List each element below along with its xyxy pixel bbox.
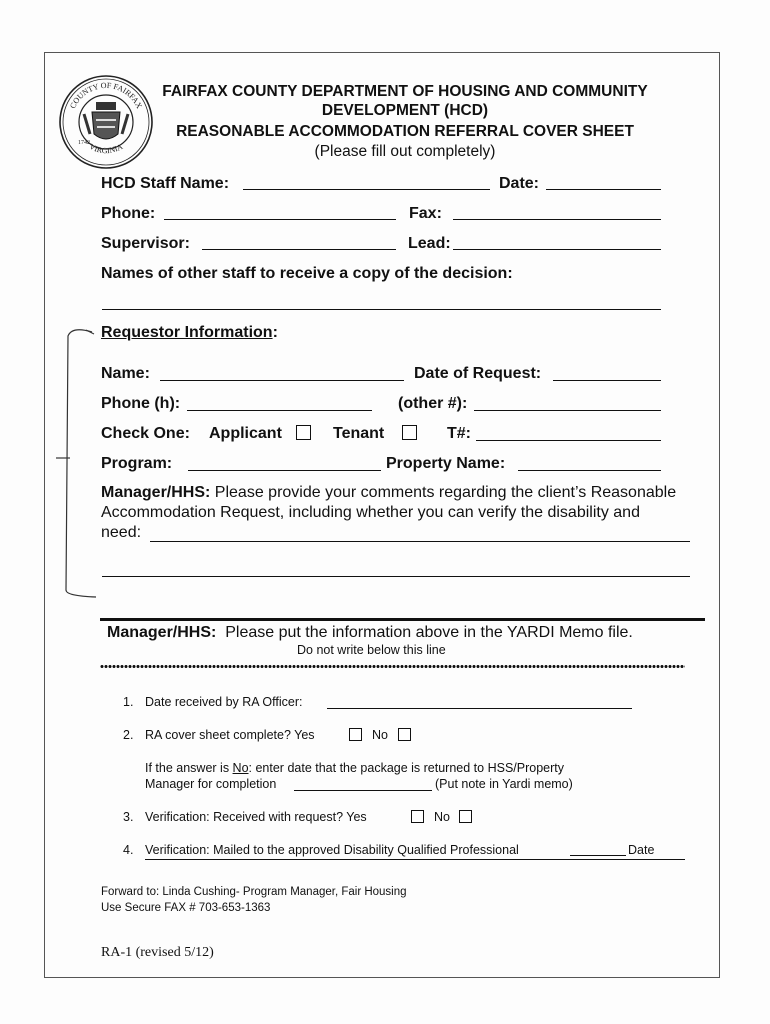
header-line-1: FAIRFAX COUNTY DEPARTMENT OF HOUSING AND COMMUNITY [162,83,648,100]
section-divider [100,618,705,621]
tenant-number-label: T#: [447,425,471,442]
date-received-field[interactable] [327,708,632,709]
yardi-instruction [107,624,633,642]
supervisor-field[interactable] [202,249,396,250]
item-2-label: RA cover sheet complete? Yes [145,728,315,742]
item-4-date-label: Date [628,843,655,857]
item-1-number: 1. [123,695,134,709]
do-not-write-notice: Do not write below this line [297,643,446,657]
note-line-2-end: (Put note in Yardi memo) [435,777,573,791]
yardi-text: Please put the information above in the YARDI Memo file. [225,624,633,641]
lead-label: Lead: [408,235,451,252]
item-4-underline [145,859,685,860]
forward-to: Forward to: Linda Cushing- Program Manager, Fair Housing [101,886,407,898]
program-field[interactable] [188,470,381,471]
dotted-divider [100,664,685,669]
svg-text:COUNTY OF FAIRFAX: COUNTY OF FAIRFAX [68,80,144,111]
note-pre: If the answer is [145,761,233,775]
handwritten-bracket-mark [52,320,102,605]
mailed-date-field[interactable] [570,855,626,856]
manager-text-line-2: Accommodation Request, including whether you can verify the disability and [101,504,640,521]
other-staff-label: Names of other staff to receive a copy of the decision: [101,265,513,282]
if-no-note [145,761,564,775]
item-1-label: Date received by RA Officer: [145,695,303,709]
manager-comments-field-1[interactable] [150,541,690,542]
item-4-label: Verification: Mailed to the approved Disability Qualified Professional [145,843,519,857]
staff-name-field[interactable] [243,189,490,190]
form-id: RA-1 (revised 5/12) [101,945,214,960]
note-line-2: Manager for completion [145,777,277,791]
property-name-label: Property Name: [386,455,506,472]
date-label: Date: [499,175,540,192]
item-3-number: 3. [123,810,134,824]
verification-yes-checkbox[interactable] [411,810,424,823]
phone-home-label: Phone (h): [101,395,181,412]
header-line-3: REASONABLE ACCOMMODATION REFERRAL COVER SHEET [176,123,634,140]
verification-no-checkbox[interactable] [459,810,472,823]
staff-name-label: HCD Staff Name: [101,175,230,192]
supervisor-label: Supervisor: [101,235,190,252]
svg-text:1742: 1742 [78,140,90,146]
yardi-label: Manager/HHS: [107,624,217,641]
note-no: No [232,761,249,775]
date-field[interactable] [546,189,661,190]
check-one-label: Check One: [101,425,190,442]
cover-complete-no-checkbox[interactable] [398,728,411,741]
property-name-field[interactable] [518,470,661,471]
item-2-no-label: No [372,728,388,742]
name-label: Name: [101,365,150,382]
manager-comments-field-2[interactable] [102,576,690,577]
phone-label: Phone: [101,205,156,222]
fax-label: Fax: [409,205,442,222]
item-4-number: 4. [123,843,134,857]
phone-field[interactable] [164,219,396,220]
header-line-2: DEVELOPMENT (HCD) [321,102,489,119]
date-of-request-label: Date of Request: [414,365,542,382]
other-phone-label: (other #): [398,395,468,412]
phone-home-field[interactable] [187,410,372,411]
manager-text-line-1: Please provide your comments regarding the client’s Reasonable [210,484,677,501]
name-field[interactable] [160,380,404,381]
requestor-heading [101,324,278,342]
note-post: : enter date that the package is returned to HSS/Property [248,761,564,775]
header-line-4: (Please fill out completely) [314,143,496,160]
manager-comments-instructions [101,484,676,502]
applicant-checkbox[interactable] [296,425,311,440]
applicant-label: Applicant [209,425,282,442]
package-returned-date-field[interactable] [294,790,432,791]
tenant-number-field[interactable] [476,440,661,441]
fax-field[interactable] [453,219,661,220]
other-phone-field[interactable] [474,410,661,411]
svg-text:VIRGINIA: VIRGINIA [87,141,125,156]
requestor-heading-colon: : [272,324,278,341]
date-of-request-field[interactable] [553,380,661,381]
lead-field[interactable] [453,249,661,250]
manager-text-line-3: need: [101,524,142,541]
cover-complete-yes-checkbox[interactable] [349,728,362,741]
tenant-checkbox[interactable] [402,425,417,440]
program-label: Program: [101,455,173,472]
tenant-label: Tenant [333,425,385,442]
secure-fax: Use Secure FAX # 703-653-1363 [101,902,271,914]
item-3-label: Verification: Received with request? Yes [145,810,367,824]
other-staff-field[interactable] [102,309,661,310]
requestor-heading-text: Requestor Information [101,324,273,341]
item-3-no-label: No [434,810,450,824]
manager-label: Manager/HHS: [101,484,211,501]
item-2-number: 2. [123,728,134,742]
